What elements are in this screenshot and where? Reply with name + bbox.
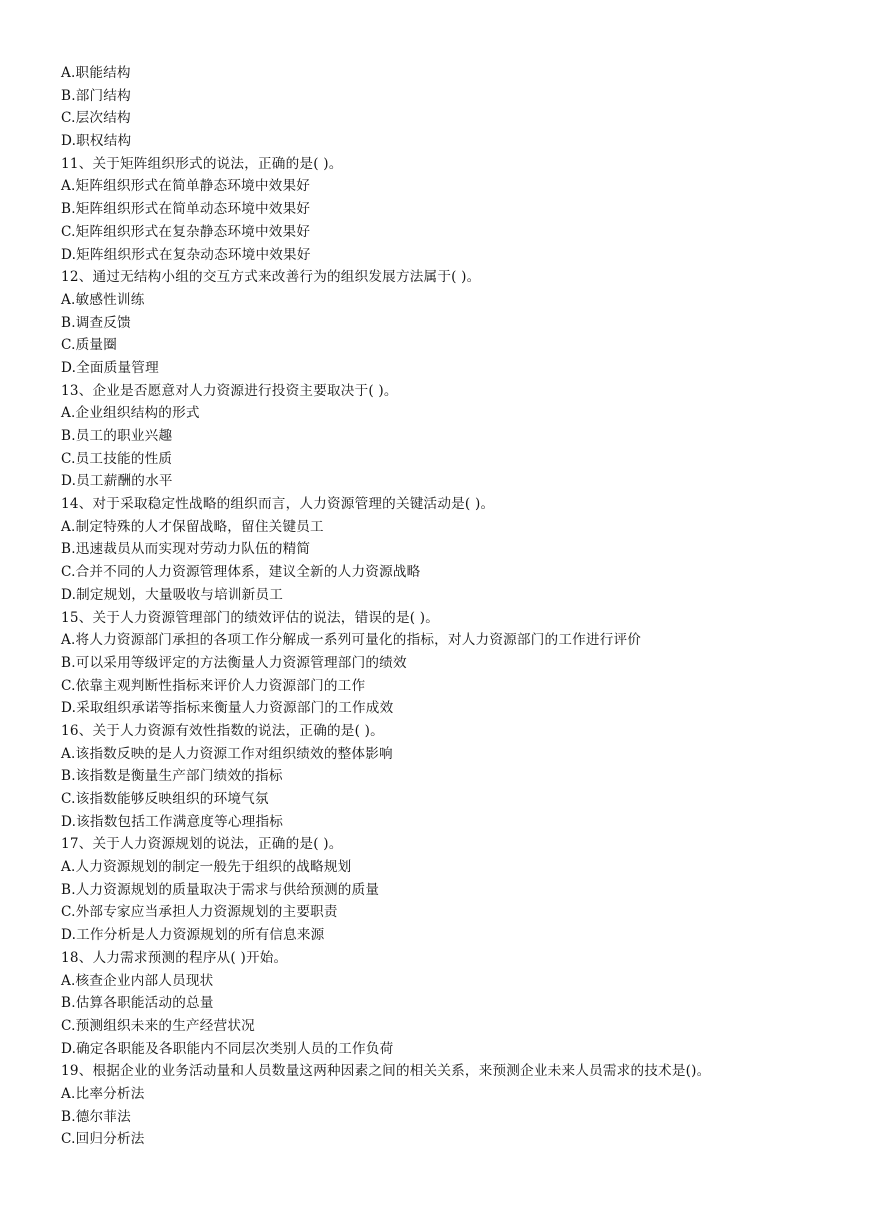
question-line: 15、关于人力资源管理部门的绩效评估的说法，错误的是( )。	[61, 609, 440, 626]
option-line: B.该指数是衡量生产部门绩效的指标	[61, 768, 283, 785]
option-line: B.调查反馈	[61, 314, 131, 331]
question-line: 11、关于矩阵组织形式的说法，正确的是( )。	[61, 155, 343, 172]
option-line: C.质量圈	[61, 337, 118, 354]
option-line: C.合并不同的人力资源管理体系，建议全新的人力资源战略	[61, 564, 421, 581]
option-line: D.职权结构	[61, 133, 132, 150]
option-line: A.该指数反映的是人力资源工作对组织绩效的整体影响	[61, 745, 393, 762]
option-line: C.外部专家应当承担人力资源规划的主要职责	[61, 904, 338, 921]
option-line: B.估算各职能活动的总量	[61, 995, 214, 1012]
option-line: B.部门结构	[61, 87, 131, 104]
option-line: D.该指数包括工作满意度等心理指标	[61, 813, 284, 830]
option-line: C.员工技能的性质	[61, 450, 173, 467]
option-line: A.将人力资源部门承担的各项工作分解成一系列可量化的指标，对人力资源部门的工作进行评价	[61, 632, 642, 649]
option-line: D.采取组织承诺等指标来衡量人力资源部门的工作成效	[61, 700, 394, 717]
question-line: 14、对于采取稳定性战略的组织而言，人力资源管理的关键活动是( )。	[61, 496, 495, 513]
document-page	[61, 62, 849, 1151]
option-line: D.员工薪酬的水平	[61, 473, 173, 490]
question-line: 18、人力需求预测的程序从( )开始。	[61, 949, 288, 966]
option-line: A.企业组织结构的形式	[61, 405, 200, 422]
option-line: D.工作分析是人力资源规划的所有信息来源	[61, 927, 325, 944]
option-line: B.人力资源规划的质量取决于需求与供给预测的质量	[61, 881, 380, 898]
option-line: A.核查企业内部人员现状	[61, 972, 214, 989]
option-line: A.制定特殊的人才保留战略，留住关键员工	[61, 518, 324, 535]
option-line: C.层次结构	[61, 110, 131, 127]
option-line: D.全面质量管理	[61, 359, 159, 376]
question-line: 13、企业是否愿意对人力资源进行投资主要取决于( )。	[61, 382, 398, 399]
option-line: B.员工的职业兴趣	[61, 428, 173, 444]
option-line: C.预测组织未来的生产经营状况	[61, 1017, 255, 1034]
option-line: C.依靠主观判断性指标来评价人力资源部门的工作	[61, 677, 366, 694]
option-line: A.敏感性训练	[61, 291, 145, 308]
option-line: D.制定规划，大量吸收与培训新员工	[61, 586, 284, 603]
option-line: D.确定各职能及各职能内不同层次类别人员的工作负荷	[61, 1040, 394, 1057]
option-line: C.该指数能够反映组织的环境气氛	[61, 791, 269, 807]
option-line: A.比率分析法	[61, 1085, 145, 1102]
option-line: C.矩阵组织形式在复杂静态环境中效果好	[61, 223, 311, 240]
option-line: C.回归分析法	[61, 1131, 145, 1148]
option-line: A.矩阵组织形式在简单静态环境中效果好	[61, 178, 311, 195]
question-line: 16、关于人力资源有效性指数的说法，正确的是( )。	[61, 722, 384, 739]
option-line: B.矩阵组织形式在简单动态环境中效果好	[61, 201, 311, 218]
option-line: B.可以采用等级评定的方法衡量人力资源管理部门的绩效	[61, 654, 407, 671]
option-line: A.人力资源规划的制定一般先于组织的战略规划	[61, 859, 352, 876]
option-line: B.迅速裁员从而实现对劳动力队伍的精简	[61, 541, 311, 558]
question-line: 17、关于人力资源规划的说法，正确的是( )。	[61, 836, 343, 853]
question-line: 12、通过无结构小组的交互方式来改善行为的组织发展方法属于( )。	[61, 269, 481, 286]
question-line: 19、根据企业的业务活动量和人员数量这两种因素之间的相关关系，来预测企业未来人员需求的技术是()。	[61, 1063, 711, 1080]
option-line: B.德尔菲法	[61, 1108, 131, 1125]
option-line: A.职能结构	[61, 65, 131, 81]
option-line: D.矩阵组织形式在复杂动态环境中效果好	[61, 246, 311, 263]
